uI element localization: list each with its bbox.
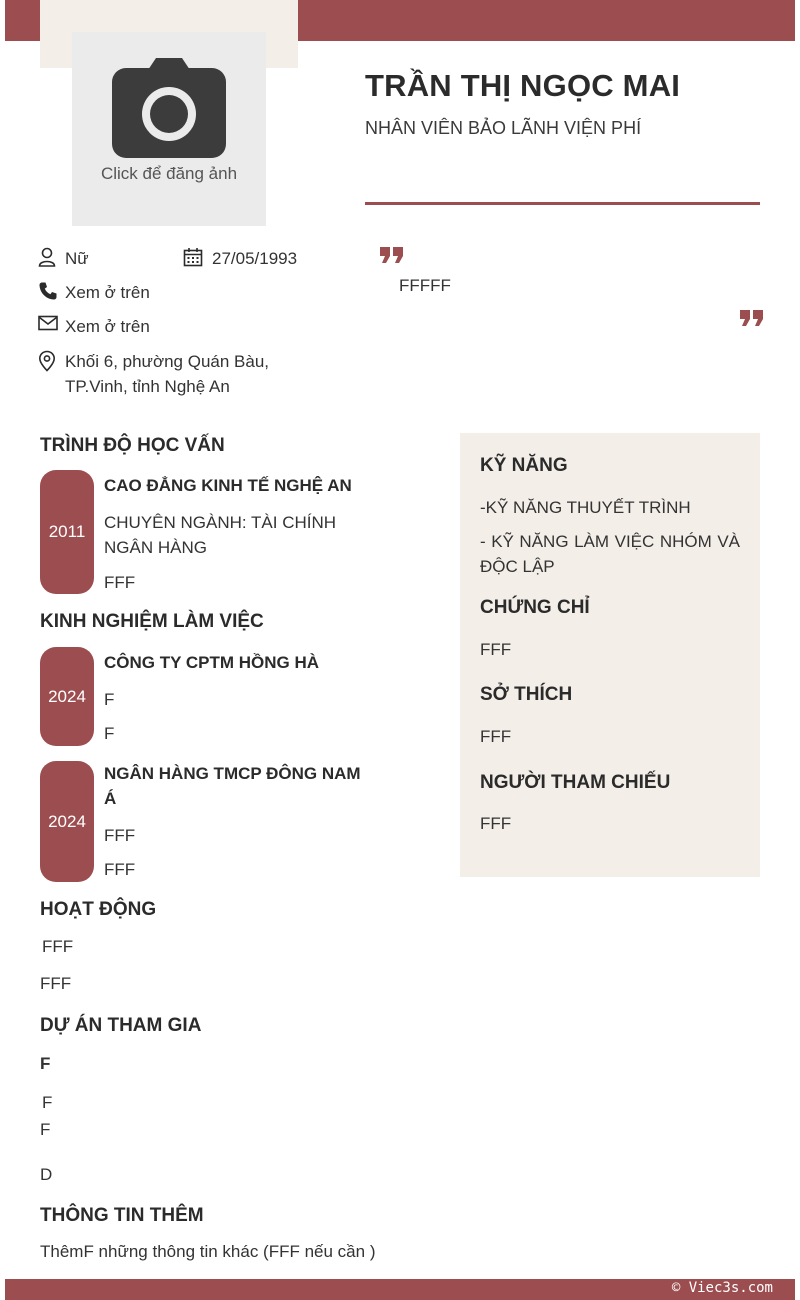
experience-2-company: [104, 761, 364, 811]
education-school: CAO ĐẲNG KINH TẾ NGHỆ AN: [104, 476, 352, 495]
candidate-name: TRẦN THỊ NGỌC MAI: [365, 68, 681, 103]
hobbies-text: FFF: [480, 727, 512, 746]
references-heading: NGƯỜI THAM CHIẾU: [480, 772, 671, 793]
experience-2-company-line-1: NGÂN HÀNG TMCP ĐÔNG NAM: [104, 764, 361, 783]
skill-item-1: -KỸ NĂNG THUYẾT TRÌNH: [480, 498, 691, 517]
education-year-badge: 2011: [40, 470, 94, 594]
birthday-value: 27/05/1993: [212, 249, 298, 268]
address-line-2: TP.Vinh, tỉnh Nghệ An: [65, 377, 230, 396]
profile-photo-upload[interactable]: [72, 32, 266, 226]
camera-icon: [110, 56, 228, 160]
projects-line-3: D: [40, 1165, 53, 1184]
education-major-line-1: CHUYÊN NGÀNH: TÀI CHÍNH: [104, 513, 337, 532]
phone-value: Xem ở trên: [65, 283, 150, 302]
experience-1-year-badge: 2024: [40, 647, 94, 746]
experience-1-company: CÔNG TY CPTM HỒNG HÀ: [104, 653, 320, 672]
address-row: [38, 349, 269, 399]
projects-line-1: F: [42, 1093, 53, 1112]
quote-open-icon: [380, 247, 404, 265]
extra-info-text: ThêmF những thông tin khác (FFF nếu cần ): [40, 1242, 376, 1261]
job-title: NHÂN VIÊN BẢO LÃNH VIỆN PHÍ: [365, 118, 642, 138]
phone-icon: [38, 280, 65, 306]
mail-icon: [38, 314, 65, 336]
extra-info-heading: THÔNG TIN THÊM: [40, 1205, 204, 1226]
activities-heading: HOẠT ĐỘNG: [40, 899, 157, 920]
activities-line-2: FFF: [40, 974, 72, 993]
location-pin-icon: [38, 349, 65, 377]
calendar-icon: [183, 246, 212, 272]
email-value: Xem ở trên: [65, 317, 150, 336]
photo-caption: Click để đăng ảnh: [100, 164, 238, 183]
skills-heading: KỸ NĂNG: [480, 455, 568, 476]
experience-heading: KINH NGHIỆM LÀM VIỆC: [40, 611, 264, 632]
references-text: FFF: [480, 814, 512, 833]
header-divider: [365, 202, 760, 205]
phone-row: [38, 280, 150, 306]
certificates-heading: CHỨNG CHỈ: [480, 597, 590, 618]
projects-line-2: F: [40, 1120, 51, 1139]
gender-row: [38, 246, 89, 272]
education-heading: TRÌNH ĐỘ HỌC VẤN: [40, 435, 225, 456]
skill-item-2: [480, 529, 740, 579]
projects-heading: DỰ ÁN THAM GIA: [40, 1015, 202, 1036]
experience-2-company-line-2: Á: [104, 789, 117, 808]
education-major: [104, 510, 364, 560]
birthday-row: [183, 246, 297, 272]
experience-2-line-2: FFF: [104, 860, 136, 879]
quote-close-icon: [740, 310, 764, 328]
copyright-text: © Viec3s.com: [671, 1280, 773, 1296]
skill-item-2-line-1: - KỸ NĂNG LÀM VIỆC NHÓM VÀ: [480, 532, 740, 551]
address-line-1: Khối 6, phường Quán Bàu,: [65, 352, 269, 371]
gender-value: Nữ: [65, 249, 89, 268]
objective-text: FFFFF: [399, 276, 451, 295]
education-major-line-2: NGÂN HÀNG: [104, 538, 207, 557]
certificates-text: FFF: [480, 640, 512, 659]
person-icon: [38, 246, 65, 272]
email-row: [38, 314, 150, 339]
activities-line-1: FFF: [42, 937, 74, 956]
skill-item-2-line-2: ĐỘC LẬP: [480, 557, 555, 576]
experience-1-line-1: F: [104, 690, 115, 709]
experience-1-line-2: F: [104, 724, 115, 743]
experience-2-line-1: FFF: [104, 826, 136, 845]
projects-bold-line: F: [40, 1054, 51, 1073]
experience-2-year-badge: 2024: [40, 761, 94, 882]
hobbies-heading: SỞ THÍCH: [480, 684, 573, 705]
education-note: FFF: [104, 573, 136, 592]
